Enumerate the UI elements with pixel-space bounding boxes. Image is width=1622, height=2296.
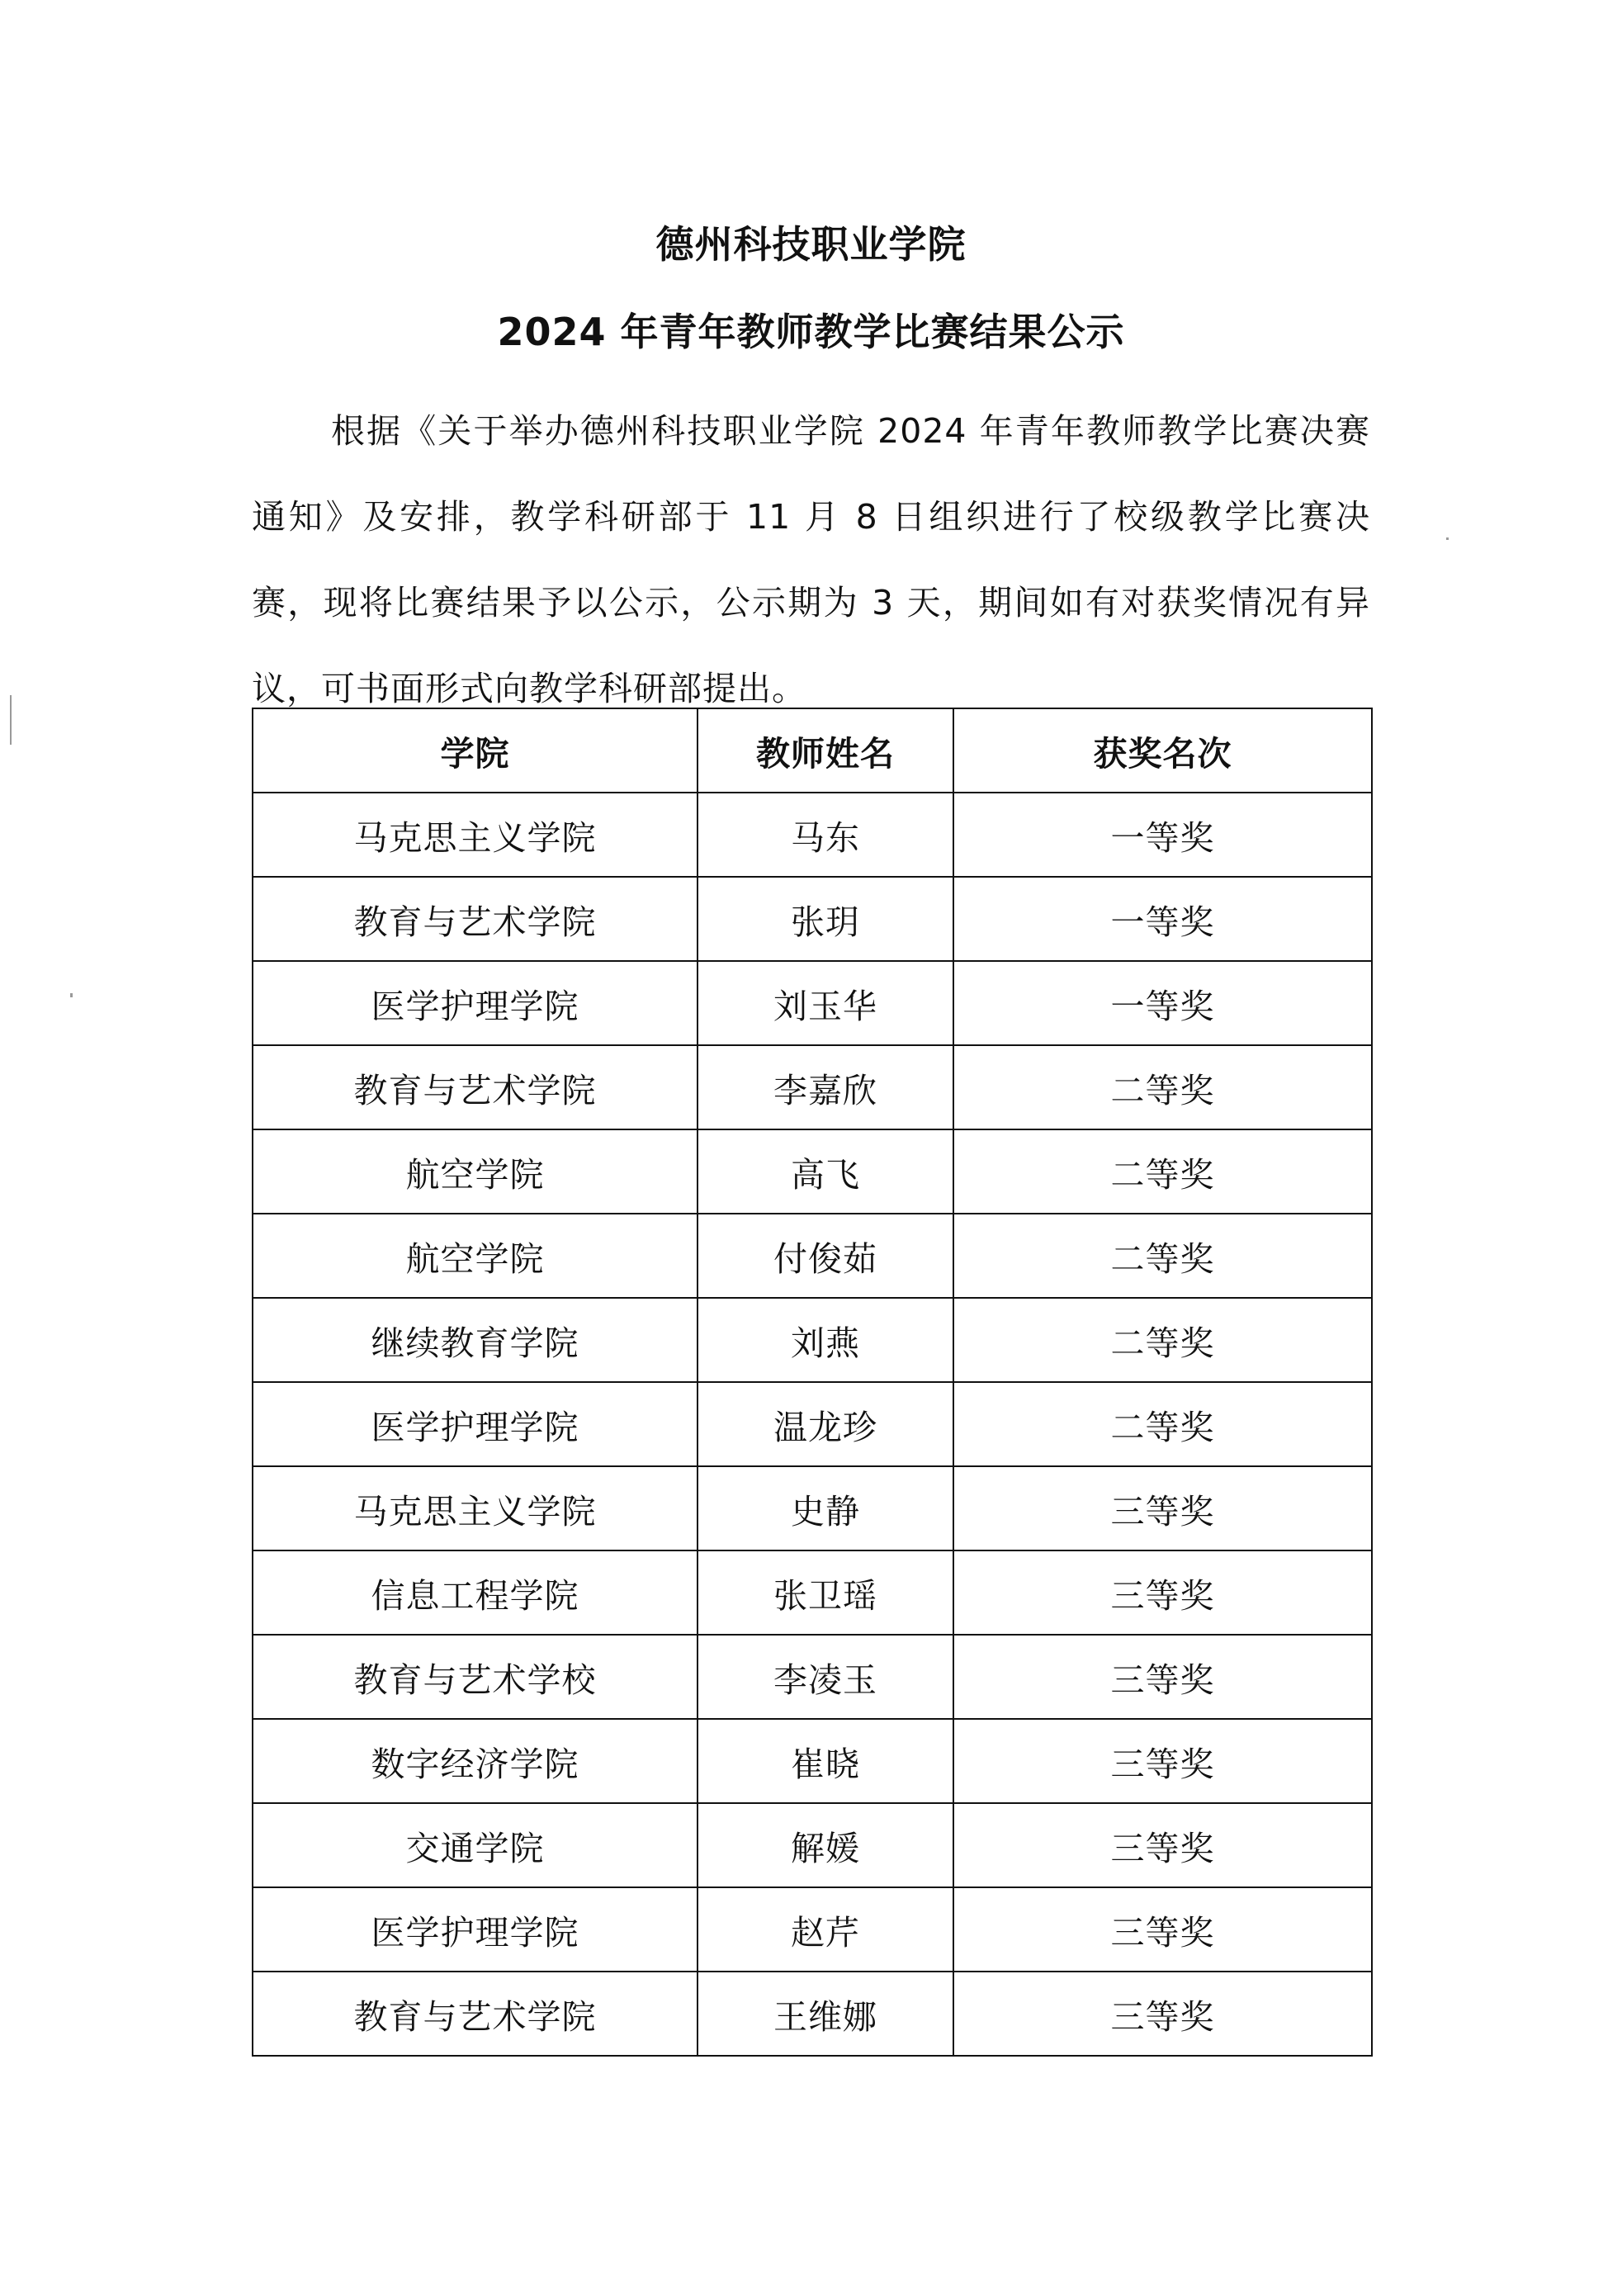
header-teacher-name: 教师姓名 bbox=[698, 708, 953, 793]
table-row bbox=[253, 1635, 1372, 1719]
header-award-rank: 获奖名次 bbox=[953, 708, 1372, 793]
cell-teacher-name: 解媛 bbox=[698, 1803, 953, 1887]
document-subtitle: 2024 年青年教师教学比赛结果公示 bbox=[497, 310, 1125, 354]
cell-award-rank: 二等奖 bbox=[953, 1045, 1372, 1129]
cell-teacher-name: 付俊茹 bbox=[698, 1214, 953, 1298]
table-row bbox=[253, 877, 1372, 961]
table-row bbox=[253, 1972, 1372, 2056]
cell-college: 医学护理学院 bbox=[253, 1887, 698, 1972]
cell-teacher-name: 王维娜 bbox=[698, 1972, 953, 2056]
table-row bbox=[253, 1887, 1372, 1972]
announcement-paragraph: 根据《关于举办德州科技职业学院 2024 年青年教师教学比赛决赛通知》及安排，教学科研部于 11 月 8 日组织进行了校级教学比赛决赛，现将比赛结果予以公示，公示期为 3 天，期间如有对获奖情况有异议，可书面形式向教学科研部提出。 bbox=[252, 411, 1370, 708]
cell-award-rank: 三等奖 bbox=[953, 1466, 1372, 1550]
table-row bbox=[253, 1298, 1372, 1382]
cell-teacher-name: 刘燕 bbox=[698, 1298, 953, 1382]
cell-teacher-name: 温龙珍 bbox=[698, 1382, 953, 1466]
cell-award-rank: 二等奖 bbox=[953, 1214, 1372, 1298]
table-row bbox=[253, 1550, 1372, 1635]
cell-award-rank: 三等奖 bbox=[953, 1635, 1372, 1719]
cell-teacher-name: 刘玉华 bbox=[698, 961, 953, 1045]
cell-award-rank: 三等奖 bbox=[953, 1719, 1372, 1803]
scan-artifact-dot bbox=[70, 993, 73, 997]
cell-teacher-name: 马东 bbox=[698, 793, 953, 877]
cell-teacher-name: 崔晓 bbox=[698, 1719, 953, 1803]
cell-award-rank: 一等奖 bbox=[953, 793, 1372, 877]
cell-college: 信息工程学院 bbox=[253, 1550, 698, 1635]
cell-award-rank: 三等奖 bbox=[953, 1972, 1372, 2056]
table-row bbox=[253, 1214, 1372, 1298]
table-row bbox=[253, 1382, 1372, 1466]
cell-award-rank: 三等奖 bbox=[953, 1887, 1372, 1972]
table-row bbox=[253, 961, 1372, 1045]
table-row bbox=[253, 1129, 1372, 1214]
cell-award-rank: 二等奖 bbox=[953, 1298, 1372, 1382]
cell-college: 数字经济学院 bbox=[253, 1719, 698, 1803]
scan-artifact-mark bbox=[10, 695, 12, 745]
results-table bbox=[252, 708, 1373, 2057]
cell-college: 马克思主义学院 bbox=[253, 1466, 698, 1550]
cell-college: 教育与艺术学院 bbox=[253, 877, 698, 961]
cell-teacher-name: 张卫瑶 bbox=[698, 1550, 953, 1635]
cell-teacher-name: 高飞 bbox=[698, 1129, 953, 1214]
cell-college: 教育与艺术学院 bbox=[253, 1972, 698, 2056]
table-row bbox=[253, 1045, 1372, 1129]
cell-teacher-name: 赵芹 bbox=[698, 1887, 953, 1972]
cell-college: 航空学院 bbox=[253, 1129, 698, 1214]
cell-college: 马克思主义学院 bbox=[253, 793, 698, 877]
cell-award-rank: 三等奖 bbox=[953, 1803, 1372, 1887]
cell-college: 医学护理学院 bbox=[253, 961, 698, 1045]
table-row bbox=[253, 1719, 1372, 1803]
cell-college: 医学护理学院 bbox=[253, 1382, 698, 1466]
cell-teacher-name: 史静 bbox=[698, 1466, 953, 1550]
cell-college: 教育与艺术学校 bbox=[253, 1635, 698, 1719]
scan-artifact-dot bbox=[1446, 537, 1449, 540]
cell-teacher-name: 李凌玉 bbox=[698, 1635, 953, 1719]
cell-college: 航空学院 bbox=[253, 1214, 698, 1298]
header-college: 学院 bbox=[253, 708, 698, 793]
cell-award-rank: 二等奖 bbox=[953, 1129, 1372, 1214]
table-row bbox=[253, 1466, 1372, 1550]
cell-teacher-name: 张玥 bbox=[698, 877, 953, 961]
cell-college: 交通学院 bbox=[253, 1803, 698, 1887]
cell-award-rank: 一等奖 bbox=[953, 877, 1372, 961]
cell-teacher-name: 李嘉欣 bbox=[698, 1045, 953, 1129]
cell-college: 继续教育学院 bbox=[253, 1298, 698, 1382]
table-header-row bbox=[253, 708, 1372, 793]
cell-award-rank: 一等奖 bbox=[953, 961, 1372, 1045]
table-row bbox=[253, 1803, 1372, 1887]
document-title: 德州科技职业学院 bbox=[655, 222, 967, 267]
cell-college: 教育与艺术学院 bbox=[253, 1045, 698, 1129]
cell-award-rank: 三等奖 bbox=[953, 1550, 1372, 1635]
table-row bbox=[253, 793, 1372, 877]
cell-award-rank: 二等奖 bbox=[953, 1382, 1372, 1466]
